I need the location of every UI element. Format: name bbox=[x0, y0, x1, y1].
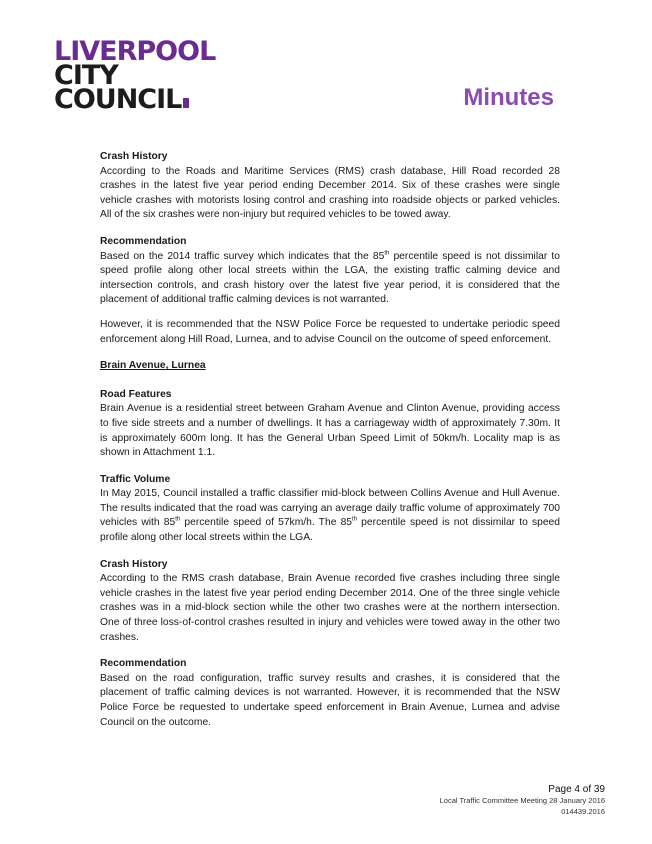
spacer bbox=[100, 308, 560, 318]
section-heading: Crash History bbox=[100, 151, 168, 162]
traffic-volume-section bbox=[100, 473, 560, 546]
paragraph: According to the Roads and Maritime Services (RMS) crash database, Hill Road recorded 28 crashes in the latest five year period ending December 2014. Six of these crashes were single vehicle crashes with motorists losing control and crashing into roadside objects or parked vehicles. All of the six crashes were non-injury but required vehicles to be towed away. bbox=[100, 165, 560, 221]
superscript: th bbox=[352, 517, 358, 524]
logo-mark-icon bbox=[183, 98, 189, 108]
document-reference: 014439.2016 bbox=[561, 807, 605, 816]
road-features-section bbox=[100, 388, 560, 461]
section-heading: Traffic Volume bbox=[100, 473, 171, 485]
section-heading: Recommendation bbox=[100, 658, 187, 670]
page-number: Page 4 of 39 bbox=[548, 784, 605, 795]
section-heading: Recommendation bbox=[100, 235, 187, 247]
meeting-name: Local Traffic Committee Meeting 28 January 2016 bbox=[439, 796, 605, 805]
paragraph: Based on the road configuration, traffic survey results and crashes, it is considered that the placement of traffic calming devices is not warranted. However, it is recommended that the NSW Police Force be requested to undertake speed enforcement in Brain Avenue, Lurnea and advise Council on the outcome. bbox=[100, 672, 560, 728]
text-run: percentile speed is not dissimilar to speed profile along other local streets within the LGA. bbox=[100, 517, 561, 544]
text-run: In May 2015, Council installed a traffic classifier mid-block between Collins Avenue and Hull Avenue. The results indicated that the road was carrying an average daily traffic volume of approximately 700 vehicles with 85 bbox=[100, 488, 560, 529]
recommendation-section-1 bbox=[100, 235, 560, 347]
logo-line1: LIVERPOOL bbox=[54, 36, 216, 67]
logo-line3-text: COUNCIL bbox=[54, 84, 182, 115]
superscript: th bbox=[384, 250, 390, 257]
paragraph: Brain Avenue is a residential street between Graham Avenue and Clinton Avenue, providing access to five side streets and a number of dwellings. It has a carriageway width of approximately 7.30m. It is approximately 600m long. It has the General Urban Speed Limit of 50km/h. Locality map is as shown in Attachment 1.1. bbox=[100, 403, 560, 459]
crash-history-section-2 bbox=[100, 558, 560, 646]
superscript: th bbox=[175, 517, 181, 524]
text-run: Based on the 2014 traffic survey which indicates that the 85 bbox=[100, 250, 385, 262]
text-run: percentile speed of 57km/h. The 85 bbox=[180, 517, 353, 529]
section-heading: Road Features bbox=[100, 388, 172, 400]
crash-history-section-1 bbox=[100, 150, 560, 223]
street-title: Brain Avenue, Lurnea bbox=[100, 360, 206, 372]
document-body bbox=[100, 150, 560, 742]
section-heading: Crash History bbox=[100, 558, 168, 570]
recommendation-section-2 bbox=[100, 657, 560, 730]
logo-line2: CITY bbox=[54, 60, 118, 91]
council-logo bbox=[54, 36, 216, 115]
paragraph bbox=[100, 487, 560, 545]
logo-line3 bbox=[54, 84, 215, 115]
page-footer bbox=[440, 784, 605, 817]
paragraph bbox=[100, 250, 560, 308]
paragraph: According to the RMS crash database, Brain Avenue recorded five crashes including three single vehicle crashes in the latest five year period ending December 2014. One of the three single vehicle crashes was in a mid-block section while the other two crashes were at the northern intersection. One of three loss-of-control crashes resulted in injury and vehicles were towed away in the other two crashes. bbox=[100, 573, 560, 643]
text-run: percentile speed is not dissimilar to speed profile along other local streets within the LGA, the existing traffic calming device and intersection controls, and crash history over the latest five year period, it is considered that the placement of additional traffic calming devices is not warranted. bbox=[100, 250, 560, 306]
paragraph: However, it is recommended that the NSW Police Force be requested to undertake periodic speed enforcement along Hill Road, Lurnea, and to advise Council on the outcome of speed enforcement. bbox=[100, 318, 560, 345]
doc-type-title: Minutes bbox=[463, 84, 554, 111]
